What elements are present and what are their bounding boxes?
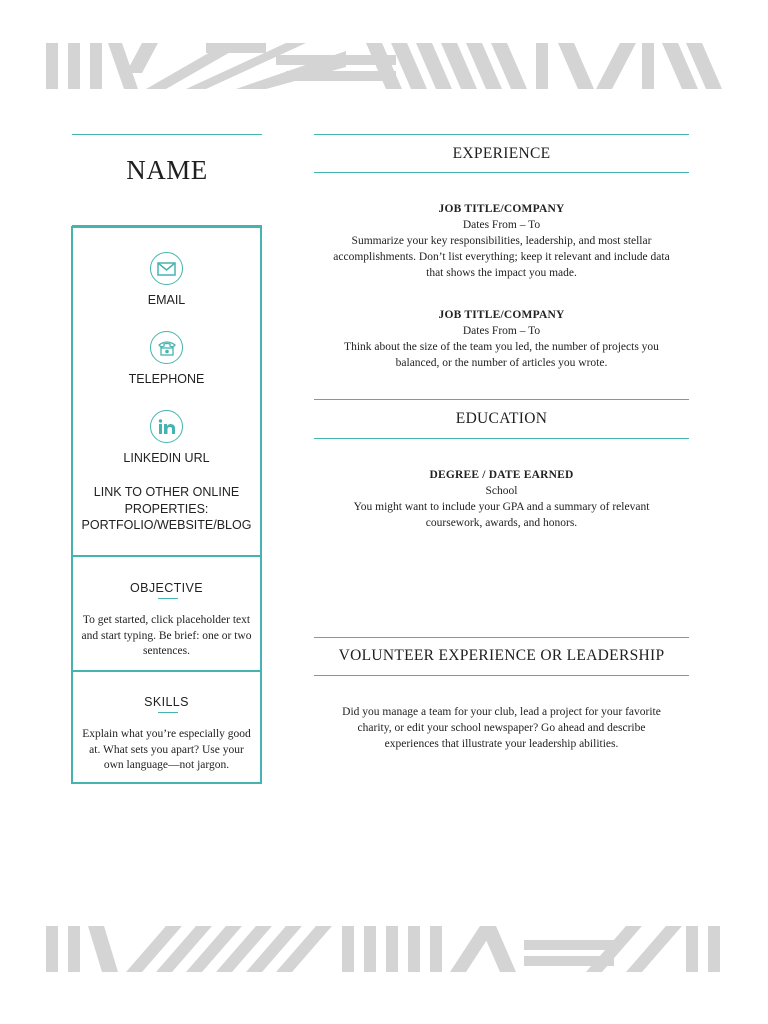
job-title: JOB TITLE/COMPANY — [438, 309, 565, 321]
linkedin-label[interactable]: LINKEDIN URL — [123, 451, 210, 465]
skills-heading[interactable]: SKILLS — [144, 695, 189, 709]
experience-heading[interactable]: EXPERIENCE — [452, 145, 551, 162]
job-entry[interactable] — [314, 201, 689, 281]
objective-line: To get started, click placeholder text — [82, 614, 251, 626]
other-properties-line: PROPERTIES: — [124, 501, 209, 516]
sidebar-divider — [73, 670, 260, 672]
degree-title: DEGREE / DATE EARNED — [429, 469, 574, 481]
skills-underline — [158, 712, 178, 713]
skills-text[interactable] — [75, 727, 258, 774]
experience-bottom-rule — [314, 172, 689, 173]
skills-line: at. What sets you apart? Use your — [89, 743, 244, 756]
objective-line: sentences. — [143, 645, 190, 657]
volunteer-description-line: experiences that illustrate your leadership abilities. — [384, 738, 619, 750]
linkedin-icon — [150, 410, 183, 443]
job-description-line: balanced, or the number of articles you wrote. — [395, 357, 608, 369]
sidebar-divider — [73, 555, 260, 557]
education-top-rule — [314, 399, 689, 400]
objective-underline — [158, 598, 178, 599]
volunteer-heading[interactable]: VOLUNTEER EXPERIENCE OR LEADERSHIP — [338, 647, 665, 664]
other-properties-line: LINK TO OTHER ONLINE — [93, 485, 240, 499]
name-top-rule — [72, 134, 262, 135]
other-online-properties[interactable] — [73, 484, 260, 534]
decorative-banner-top — [46, 43, 722, 89]
email-icon — [150, 252, 183, 285]
job-dates: Dates From – To — [462, 325, 541, 337]
volunteer-top-rule — [314, 637, 689, 638]
education-description-line: coursework, awards, and honors. — [425, 517, 578, 529]
education-entry[interactable] — [314, 467, 689, 531]
decorative-banner-bottom — [46, 926, 722, 972]
objective-line: and start typing. Be brief: one or two — [81, 629, 252, 642]
job-description-line: Think about the size of the team you led, the number of projects you — [344, 341, 659, 353]
candidate-name[interactable]: NAME — [126, 155, 208, 185]
volunteer-description-line: charity, or edit your school newspaper? Go ahead and describe — [357, 722, 646, 734]
job-dates: Dates From – To — [462, 219, 541, 231]
school-name: School — [485, 485, 518, 497]
job-description-line: that shows the impact you made. — [426, 267, 577, 279]
job-entry[interactable] — [314, 307, 689, 371]
telephone-label[interactable]: TELEPHONE — [128, 372, 205, 386]
sidebar-box — [71, 226, 262, 784]
telephone-icon — [150, 331, 183, 364]
objective-text[interactable] — [75, 613, 258, 660]
experience-top-rule — [314, 134, 689, 135]
education-description-line: You might want to include your GPA and a summary of relevant — [353, 501, 650, 513]
education-bottom-rule — [314, 438, 689, 439]
skills-line: Explain what you’re especially good — [82, 728, 251, 740]
volunteer-description-line: Did you manage a team for your club, lead a project for your favorite — [342, 706, 661, 718]
education-heading[interactable]: EDUCATION — [455, 410, 548, 427]
job-title: JOB TITLE/COMPANY — [438, 203, 565, 215]
objective-heading[interactable]: OBJECTIVE — [129, 581, 204, 595]
skills-line: own language—not jargon. — [103, 759, 230, 771]
other-properties-line: PORTFOLIO/WEBSITE/BLOG — [81, 518, 252, 532]
volunteer-bottom-rule — [314, 675, 689, 676]
volunteer-entry[interactable] — [314, 704, 689, 752]
email-label[interactable]: EMAIL — [147, 293, 186, 307]
job-description-line: accomplishments. Don’t list everything; keep it relevant and include data — [333, 251, 670, 263]
job-description-line: Summarize your key responsibilities, leadership, and most stellar — [351, 235, 652, 247]
